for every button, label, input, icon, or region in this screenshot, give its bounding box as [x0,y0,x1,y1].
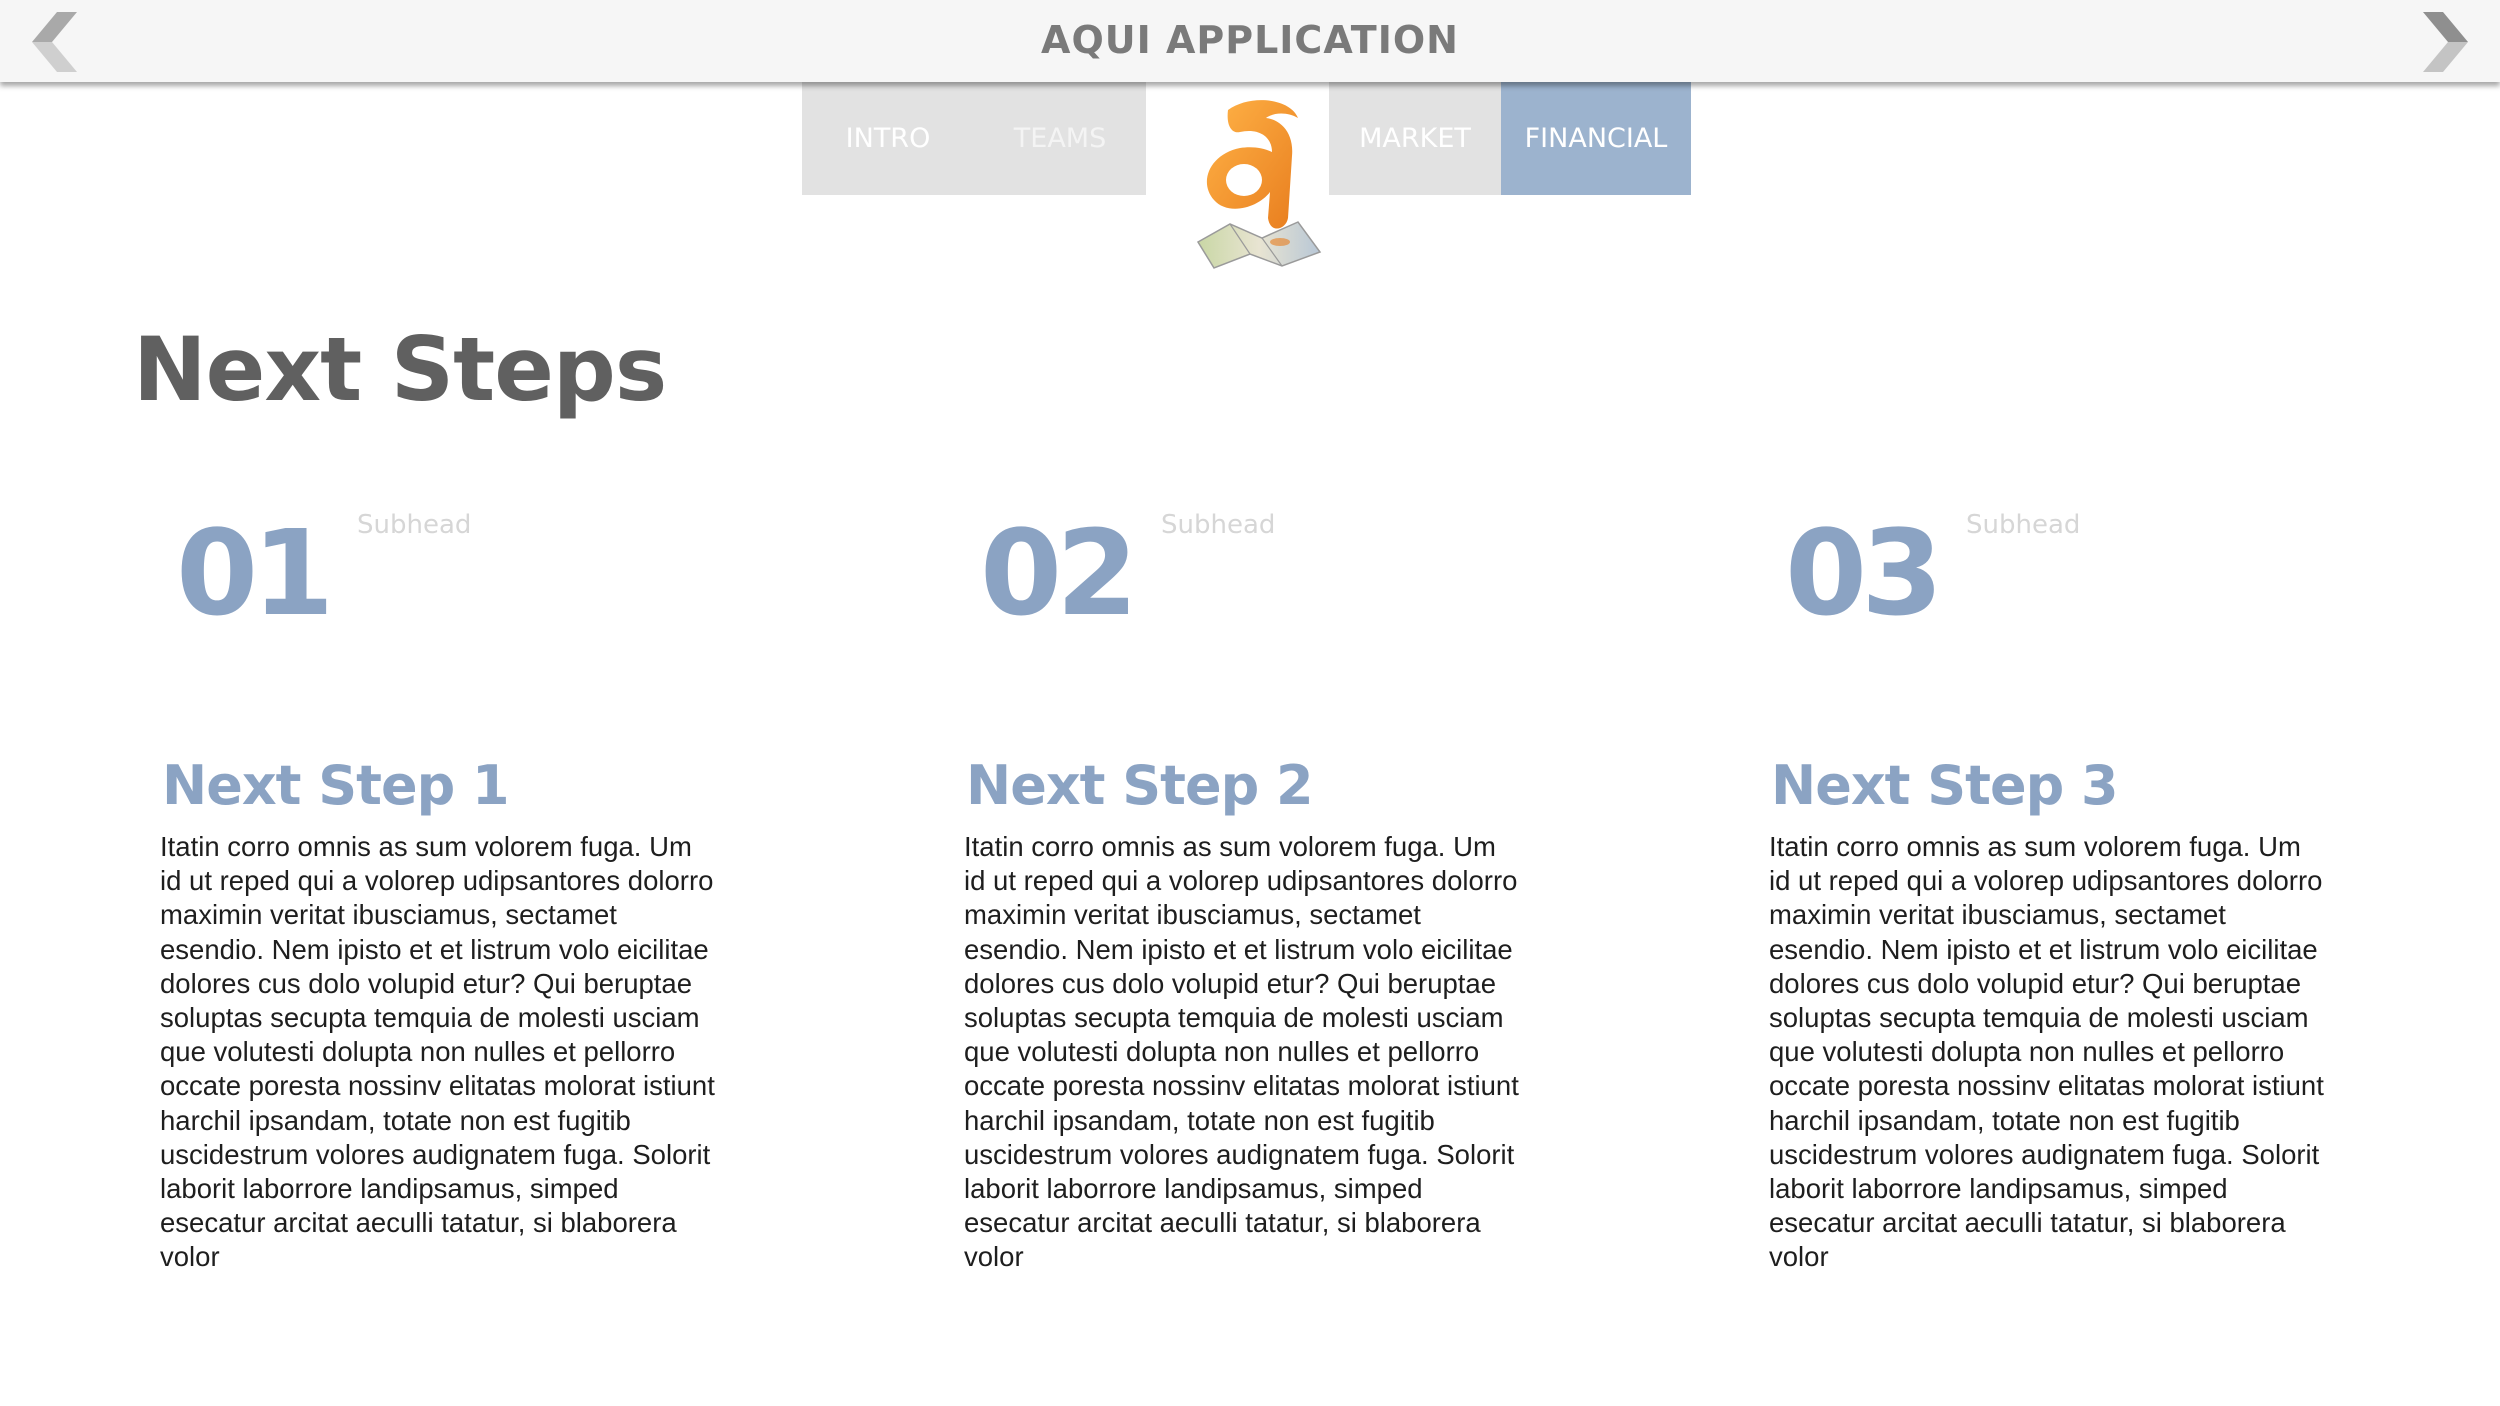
tab-group-right [1329,82,1691,195]
step-title: Next Step 3 [1771,754,2118,817]
step-number: 02 [980,504,1133,642]
tab-financial[interactable]: FINANCIAL [1501,82,1691,195]
step-subhead: Subhead [1966,510,2081,540]
step-column-3 [1769,500,2329,1300]
step-column-2 [964,500,1524,1300]
tab-market[interactable]: MARKET [1359,123,1471,154]
step-number: 01 [176,504,329,642]
step-title: Next Step 2 [966,754,1313,817]
step-body: Itatin corro omnis as sum volorem fuga. Um id ut reped qui a volorep udipsantores dolorro maximin veritat ibusciamus, sectamet esendio. Nem ipisto et et listrum volo eicilitae dolores cus dolo volupid etur? Qui beruptae soluptas secupta temquia de molesti usciam que volutesti dolupta non nulles et pellorro occate poresta nossinv elitatas molorat istiunt harchil ipsandam, totate non est fugitib uscidestrum volores audignatem fuga. Solorit laborit laborrore landipsamus, simped esecatur arcitat aeculli tatatur, si blaborera volor [964,831,1519,1273]
step-number: 03 [1785,504,1938,642]
step-body: Itatin corro omnis as sum volorem fuga. Um id ut reped qui a volorep udipsantores dolorro maximin veritat ibusciamus, sectamet esendio. Nem ipisto et et listrum volo eicilitae dolores cus dolo volupid etur? Qui beruptae soluptas secupta temquia de molesti usciam que volutesti dolupta non nulles et pellorro occate poresta nossinv elitatas molorat istiunt harchil ipsandam, totate non est fugitib uscidestrum volores audignatem fuga. Solorit laborit laborrore landipsamus, simped esecatur arcitat aeculli tatatur, si blaborera volor [160,831,715,1273]
step-column-1 [160,500,720,1300]
app-title: AQUI APPLICATION [1041,18,1459,62]
step-body: Itatin corro omnis as sum volorem fuga. Um id ut reped qui a volorep udipsantores dolorro maximin veritat ibusciamus, sectamet esendio. Nem ipisto et et listrum volo eicilitae dolores cus dolo volupid etur? Qui beruptae soluptas secupta temquia de molesti usciam que volutesti dolupta non nulles et pellorro occate poresta nossinv elitatas molorat istiunt harchil ipsandam, totate non est fugitib uscidestrum volores audignatem fuga. Solorit laborit laborrore landipsamus, simped esecatur arcitat aeculli tatatur, si blaborera volor [1769,831,2324,1273]
aqui-logo [1170,92,1340,272]
top-bar [0,0,2500,82]
step-subhead: Subhead [357,510,472,540]
tab-intro[interactable]: INTRO [845,123,931,154]
step-subhead: Subhead [1161,510,1276,540]
tab-group-left [802,82,1146,195]
page-title: Next Steps [133,318,667,421]
tab-teams[interactable]: TEAMS [1013,123,1107,154]
chevron-right-icon[interactable] [2418,12,2468,72]
step-title: Next Step 1 [162,754,509,817]
